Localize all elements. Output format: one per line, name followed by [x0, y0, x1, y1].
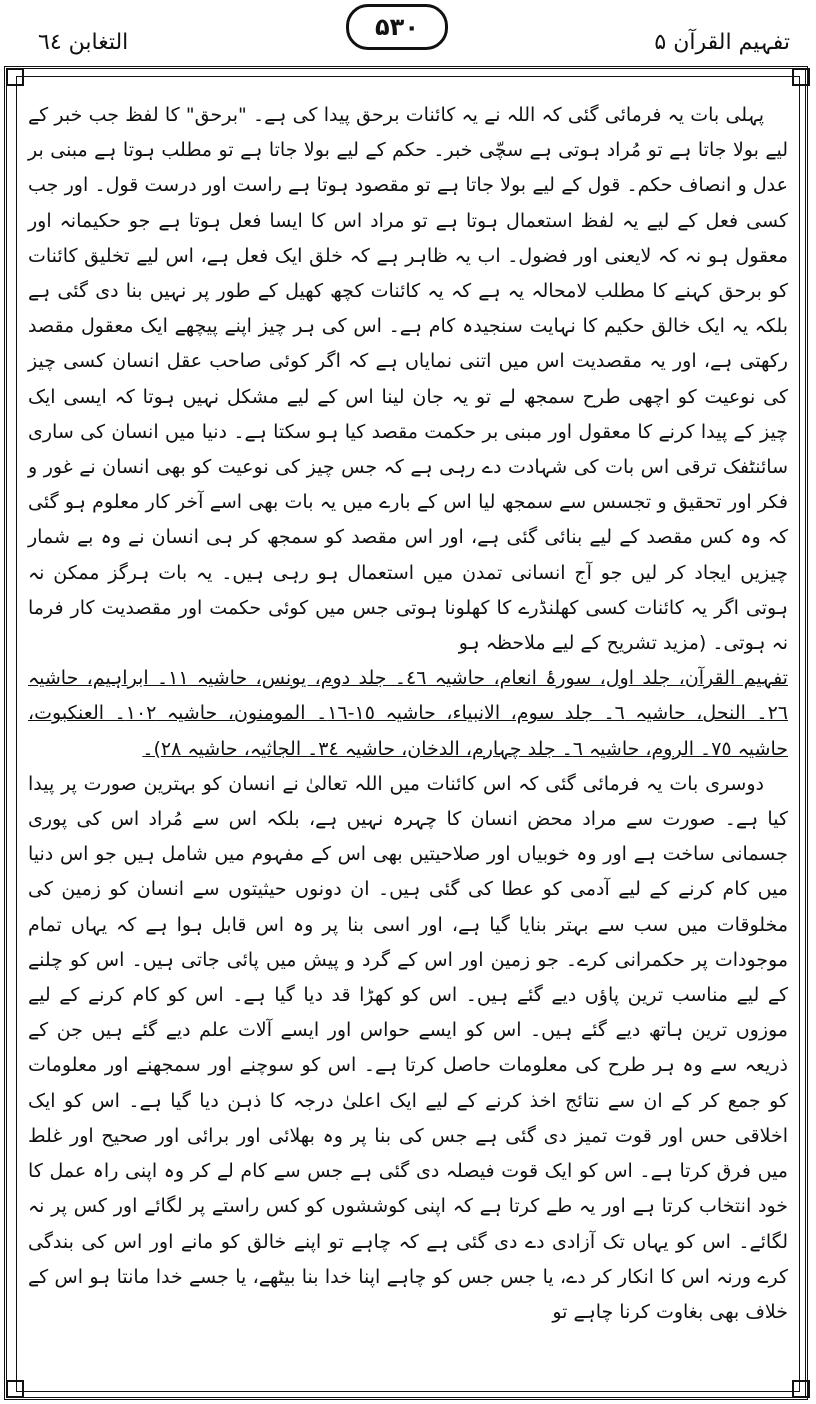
- book-title: تفہیم القرآن ۵: [654, 30, 790, 55]
- page-header: [0, 0, 816, 70]
- body-text: [28, 98, 788, 1330]
- paragraph-human-form: دوسری بات یہ فرمائی گئی کہ اس کائنات میں اللہ تعالیٰ نے انسان کو بہترین صورت پر پیدا کیا ہے۔ صورت سے مراد محض انسان کا چہرہ نہیں ہے، بلکہ اس سے مُراد اس کی پوری جسمانی ساخت ہے اور وہ خوبیاں اور صلاحیتیں بھی اس کے مفہوم میں شامل ہیں جو اس دنیا میں کام کرنے کے لیے آدمی کو عطا کی گئی ہیں۔ ان دونوں حیثیتوں سے انسان کو زمین کی مخلوقات میں سب سے بہتر بنایا گیا ہے، اور اسی بنا پر وہ اس قابل ہوا ہے کہ یہاں تمام موجودات پر حکمرانی کرے۔ جو زمین اور اس کے گرد و پیش میں پائی جاتی ہیں۔ اس کو چلنے کے لیے مناسب ترین پاؤں دیے گئے ہیں۔ اس کو کھڑا قد دیا گیا ہے۔ اس کو کام کرنے کے لیے موزوں ترین ہاتھ دیے گئے ہیں۔ اس کو ایسے حواس اور ایسے آلات علم دیے گئے ہیں جن کے ذریعہ سے وہ ہر طرح کی معلومات حاصل کرتا ہے۔ اس کو سوچنے اور سمجھنے اور معلومات کو جمع کر کے ان سے نتائج اخذ کرنے کے لیے ایک اعلیٰ درجہ کا ذہن دیا گیا ہے۔ اس کو ایک اخلاقی حس اور قوت تمیز دی گئی ہے جس کی بنا پر وہ بھلائی اور برائی اور صحیح اور غلط میں فرق کرتا ہے۔ اس کو ایک قوت فیصلہ دی گئی ہے جس سے کام لے کر وہ اپنی راہ عمل کا خود انتخاب کرتا ہے اور یہ طے کرتا ہے کہ اپنی کوششوں کو کس راستے پر لگائے اور کس پر نہ لگائے۔ اس کو یہاں تک آزادی دے دی گئی ہے کہ چاہے تو اپنے خالق کو مانے اور اس کی بندگی کرے ورنہ اس کا انکار کر دے، یا جس جس کو چاہے اپنا خدا بنا بیٹھے، یا جسے خدا مانتا ہو اس کے خلاف بھی بغاوت کرنا چاہے تو: [28, 772, 788, 1323]
- corner-ornament: [792, 68, 810, 86]
- page-number-badge: ۵۳۰: [346, 4, 448, 50]
- surah-title: التغابن ٦٤: [38, 30, 129, 55]
- paragraph-references: تفہیم القرآن، جلد اول، سورۂ انعام، حاشیہ ٤٦۔ جلد دوم، یونس، حاشیہ ١١۔ ابراہیم، حاشیہ ٢٦۔ النحل، حاشیہ ٦۔ جلد سوم، الانبیاء، حاشیہ ١٥-١٦۔ المومنون، حاشیہ ١٠٢۔ العنکبوت، حاشیہ ٧٥۔ الروم، حاشیہ ٦۔ جلد چہارم، الدخان، حاشیہ ٣٤۔ الجاثیہ، حاشیہ ٢٨)۔: [28, 667, 788, 760]
- corner-ornament: [792, 1380, 810, 1398]
- paragraph-creation-purpose: پہلی بات یہ فرمائی گئی کہ اللہ نے یہ کائنات برحق پیدا کی ہے۔ "برحق" کا لفظ جب خبر کے لیے بولا جاتا ہے تو مُراد ہوتی ہے سچّی خبر۔ حکم کے لیے بولا جاتا ہے تو مطلب ہوتا ہے مبنی بر عدل و انصاف حکم۔ قول کے لیے بولا جاتا ہے تو مقصود ہوتا ہے راست اور درست قول۔ اور جب کسی فعل کے لیے یہ لفظ استعمال ہوتا ہے تو مراد اس کا ایسا فعل ہوتا ہے جو حکیمانہ اور معقول ہو نہ کہ لایعنی اور فضول۔ اب یہ ظاہر ہے کہ خلق ایک فعل ہے، اس لیے تخلیق کائنات کو برحق کہنے کا مطلب لامحالہ یہ ہے کہ یہ کائنات کچھ کھیل کے طور پر نہیں بنا دی گئی ہے بلکہ یہ ایک خالق حکیم کا نہایت سنجیدہ کام ہے۔ اس کی ہر چیز اپنے پیچھے ایک معقول مقصد رکھتی ہے، اور یہ مقصدیت اس میں اتنی نمایاں ہے کہ اگر کوئی صاحب عقل انسان کسی چیز کی نوعیت کو اچھی طرح سمجھ لے تو یہ جان لینا اس کے لیے مشکل نہیں ہوتا کہ ایسی ایک چیز کے پیدا کرنے کا معقول اور مبنی بر حکمت مقصد کیا ہو سکتا ہے۔ دنیا میں انسان کی ساری سائنٹفک ترقی اس بات کی شہادت دے رہی ہے کہ جس چیز کی نوعیت کو بھی انسان نے غور و فکر اور تحقیق و تجسس سے سمجھ لیا اس کے بارے میں یہ بات بھی اسے آخر کار معلوم ہو گئی کہ وہ کس مقصد کے لیے بنائی گئی ہے، اور اس مقصد کو سمجھ کر ہی انسان نے وہ بے شمار چیزیں ایجاد کر لیں جو آج انسانی تمدن میں استعمال ہو رہی ہیں۔ یہ بات ہرگز ممکن نہ ہوتی اگر یہ کائنات کسی کھلنڈرے کا کھلونا ہوتی جس میں کوئی حکمت اور مقصدیت کار فرما نہ ہوتی۔ (مزید تشریح کے لیے ملاحظہ ہو: [28, 104, 788, 655]
- corner-ornament: [6, 68, 24, 86]
- corner-ornament: [6, 1380, 24, 1398]
